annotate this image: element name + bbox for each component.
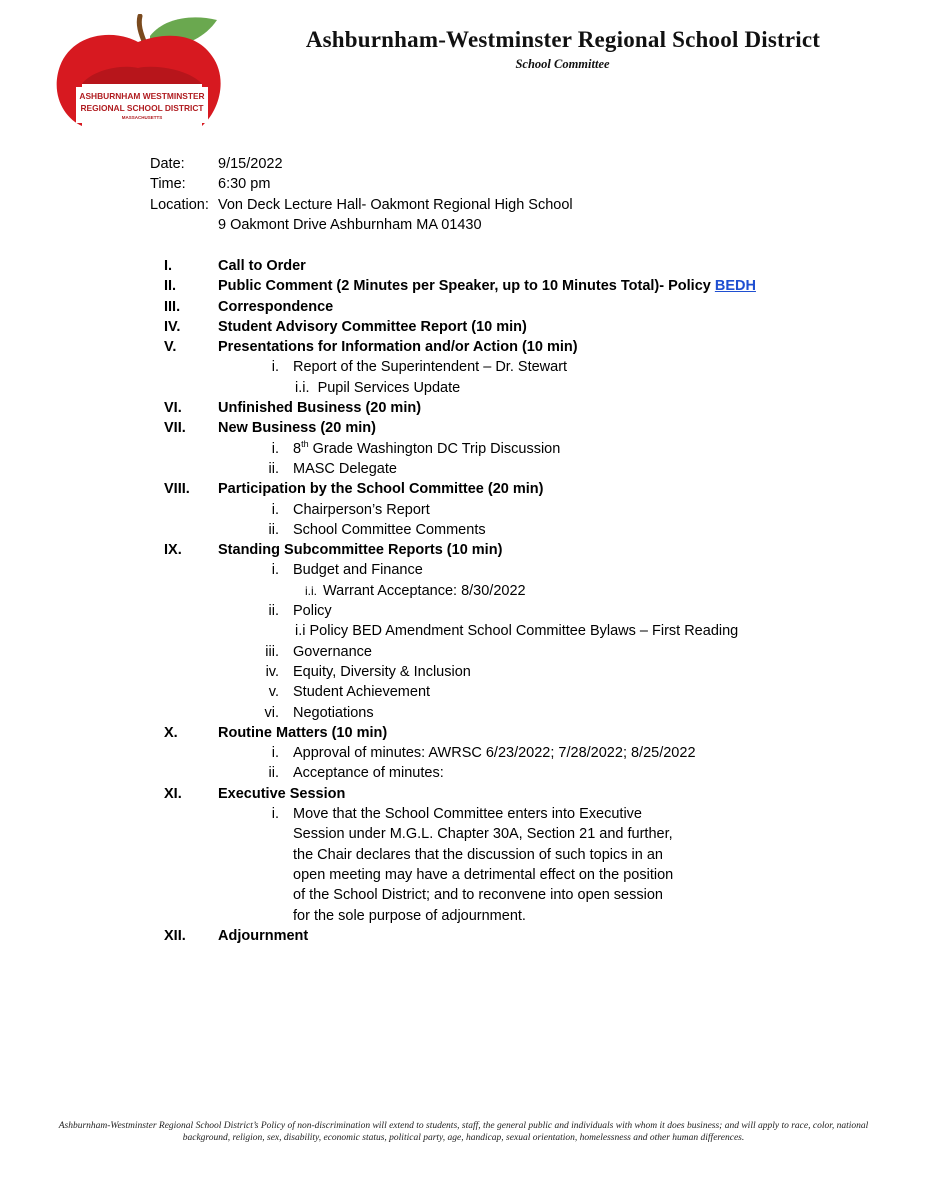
item-number: I. [164,258,173,274]
sub-sub-text: Warrant Acceptance: 8/30/2022 [323,582,526,599]
item-number: X. [164,724,178,741]
sub-item [150,703,890,723]
agenda-item [150,540,890,560]
sub-text: Approval of minutes: AWRSC 6/23/2022; 7/28/2022; 8/25/2022 [293,745,696,762]
sub-item [150,682,890,702]
policy-bedh-link[interactable]: BEDH [714,278,756,295]
item-title: Public Comment (2 Minutes per Speaker, up to 10 Minutes Total)- Policy [218,278,715,295]
sub-number: iii. [265,643,279,660]
item-title: New Business (20 min) [218,420,376,437]
sub-item [150,743,890,763]
time-label: Time: [150,176,186,193]
sub-number: ii. [268,603,279,620]
item-number: III. [164,298,181,315]
agenda-item [150,926,890,946]
agenda-item [150,256,890,276]
sub-text: Report of the Superintendent – Dr. Stewart [293,359,568,376]
district-apple-logo [52,14,224,129]
item-number: XII. [164,927,186,944]
agenda-item [150,784,890,804]
logo-text-2: REGIONAL SCHOOL DISTRICT [80,103,204,113]
meeting-info [150,154,573,235]
footer-line-2: background, religion, sex, disability, economic status, political party, age, handicap, sexual orientation, homelessness and other human differences. [182,1132,745,1143]
sub-text [293,439,560,459]
sub-item [150,763,890,783]
item-title: Student Advisory Committee Report (10 min) [218,318,527,335]
sub-text: Acceptance of minutes: [293,765,444,782]
superscript: th [301,438,309,449]
item-number: IX. [164,542,182,559]
location-line-2: 9 Oakmont Drive Ashburnham MA 01430 [218,216,482,233]
item-number: IV. [164,318,181,335]
date-label: Date: [150,156,185,172]
sub-sub-item [150,581,890,601]
item-title: Correspondence [218,298,334,315]
sub-item [150,642,890,662]
agenda-item [150,337,890,357]
sub-sub-text: Pupil Services Update [317,379,461,396]
agenda-item [150,317,890,337]
sub-text: Student Achievement [293,684,431,701]
sub-item [150,560,890,580]
logo-text-1: ASHBURNHAM WESTMINSTER [79,91,205,101]
item-number: V. [164,339,177,356]
exec-line: the Chair declares that the discussion of such topics in an [293,846,663,863]
sub-number: v. [268,684,279,701]
item-number: II. [164,278,177,295]
sub-number: ii. [268,521,279,538]
item-number: VII. [164,420,186,437]
sub-text: MASC Delegate [293,460,397,477]
sub-sub-number: i.i. [295,379,310,396]
agenda-item [150,398,890,418]
sub-text: Negotiations [293,704,374,721]
item-number: XI. [164,785,182,802]
sub-sub-text: i.i Policy BED Amendment School Committee Bylaws – First Reading [295,623,739,640]
sub-item [150,804,890,824]
sub-number: i. [271,806,279,823]
sub-text: Chairperson’s Report [293,501,430,518]
item-number: VIII. [164,481,190,498]
exec-line: Move that the School Committee enters into Executive [293,806,642,823]
time-value: 6:30 pm [218,176,271,193]
item-title: Adjournment [218,927,309,944]
sub-text-pre: 8 [293,440,302,457]
sub-item [150,500,890,520]
exec-line: open meeting may have a detrimental effect on the position [293,866,674,883]
non-discrimination-footer [0,1121,927,1144]
agenda-item [150,297,890,317]
footer-line-1: Ashburnham-Westminster Regional School District’s Policy of non-discrimination will extend to students, staff, the general public and individuals with whom it does business; and will apply to race, color, national [58,1121,869,1131]
agenda-item [150,723,890,743]
location-line-1: Von Deck Lecture Hall- Oakmont Regional High School [218,196,573,213]
exec-line: Session under M.G.L. Chapter 30A, Section 21 and further, [293,826,673,843]
sub-number: i. [271,562,279,579]
org-subtitle: School Committee [515,57,610,71]
sub-number: iv. [265,663,279,680]
item-title: Executive Session [218,785,346,802]
item-number: VI. [164,400,182,417]
sub-text: Governance [293,643,372,660]
org-name: Ashburnham-Westminster Regional School District [305,27,821,52]
exec-line: for the sole purpose of adjournment. [293,907,526,924]
agenda-list [150,256,890,946]
sub-number: ii. [268,460,279,477]
sub-number: i. [271,359,279,376]
item-title: Routine Matters (10 min) [218,724,388,741]
date-value: 9/15/2022 [218,156,283,172]
item-title: Presentations for Information and/or Action (10 min) [218,339,578,356]
sub-item [150,439,890,459]
sub-item [150,662,890,682]
sub-text: Equity, Diversity & Inclusion [293,663,471,680]
exec-line: of the School District; and to reconvene into open session [293,887,663,904]
sub-sub-item [150,621,890,641]
sub-number: i. [271,745,279,762]
sub-item [150,520,890,540]
agenda-item [150,479,890,499]
sub-number: i. [271,501,279,518]
sub-item [150,459,890,479]
sub-text: Policy [293,603,332,620]
agenda-item [150,276,890,296]
sub-number: i. [271,440,279,457]
item-title: Unfinished Business (20 min) [218,400,422,417]
sub-text: Budget and Finance [293,562,423,579]
sub-text-post: Grade Washington DC Trip Discussion [308,440,561,457]
agenda-item [150,418,890,438]
sub-number: ii. [268,765,279,782]
sub-item [150,357,890,377]
item-title: Standing Subcommittee Reports (10 min) [218,542,503,559]
sub-number: vi. [264,704,279,721]
sub-item [150,601,890,621]
sub-text: School Committee Comments [293,521,486,538]
item-title: Call to Order [218,258,306,274]
item-title: Participation by the School Committee (20 min) [218,481,544,498]
sub-sub-number: i.i. [305,583,317,598]
logo-text-3: MASSACHUSETTS [121,115,163,120]
location-label: Location: [150,196,209,213]
sub-sub-item [150,378,890,398]
